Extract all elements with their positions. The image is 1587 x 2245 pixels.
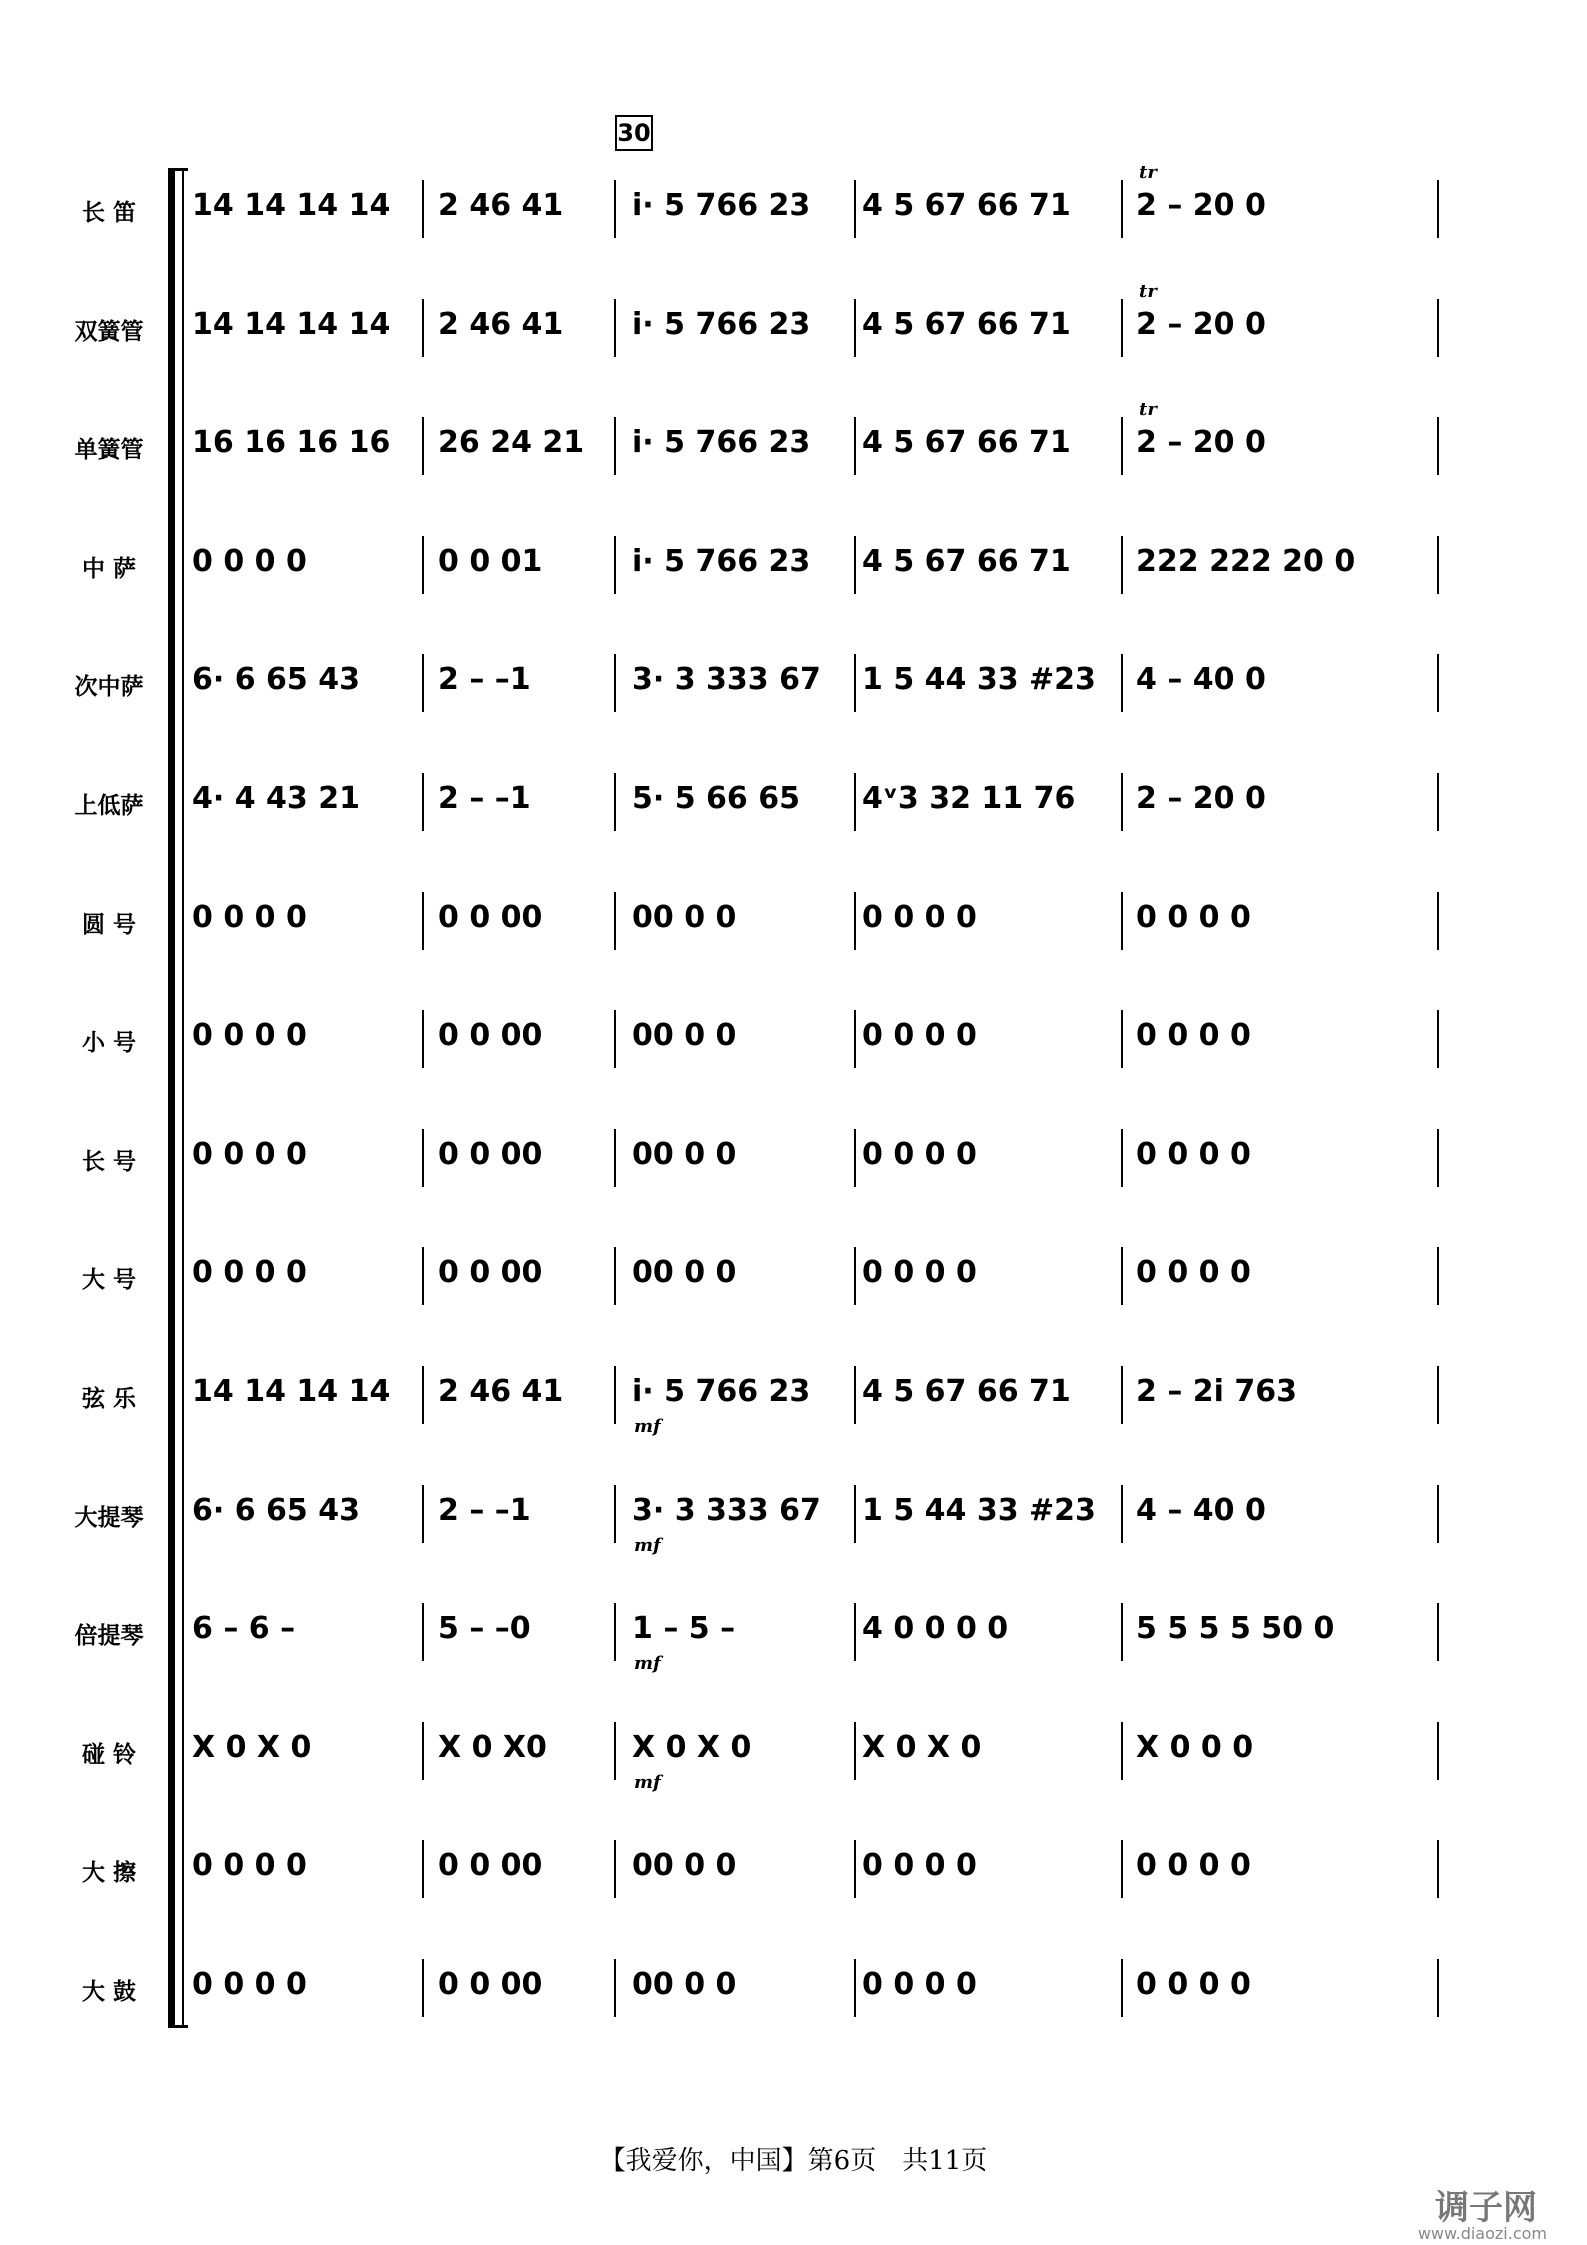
measure-notes: 0 0 0 0 — [862, 1967, 977, 2002]
measure-notes: 2 – –1 — [438, 1493, 531, 1528]
bar-line — [1437, 1603, 1439, 1661]
measure-notes: 2 – 20 0 — [1136, 425, 1266, 460]
measure-notes: 0 0 00 — [438, 900, 543, 935]
measure-notes: 0 0 0 0 — [862, 1018, 977, 1053]
bar-line — [614, 180, 616, 238]
dynamic-mark: mf — [634, 1416, 661, 1437]
bar-line — [1437, 180, 1439, 238]
bar-line — [1437, 536, 1439, 594]
bar-line — [1121, 299, 1123, 357]
bar-line — [854, 180, 856, 238]
bar-line — [1437, 1722, 1439, 1780]
measure-notes: 16 16 16 16 — [192, 425, 391, 460]
bar-line — [614, 1247, 616, 1305]
measure-notes: X 0 X0 — [438, 1730, 547, 1765]
watermark-url: www.diaozi.com — [1417, 2224, 1547, 2243]
measure-notes: 0 0 0 0 — [1136, 1018, 1251, 1053]
bar-line — [422, 1840, 424, 1898]
bar-line — [854, 1247, 856, 1305]
bar-line — [422, 654, 424, 712]
measure-notes: 4 0 0 0 0 — [862, 1611, 1009, 1646]
measure-notes: 0 0 0 0 — [1136, 1255, 1251, 1290]
bar-line — [854, 1722, 856, 1780]
bar-line — [614, 1722, 616, 1780]
measure-notes: 2 46 41 — [438, 1374, 564, 1409]
measure-notes: i· 5 766 23 — [632, 425, 811, 460]
bar-line — [422, 773, 424, 831]
trill-mark: tr — [1139, 399, 1157, 420]
bar-line — [614, 1366, 616, 1424]
measure-notes: 0 0 00 — [438, 1137, 543, 1172]
bar-line — [1437, 417, 1439, 475]
dynamic-mark: mf — [634, 1772, 661, 1793]
bar-line — [614, 299, 616, 357]
instrument-label: 碰 铃 — [81, 1741, 136, 1768]
bar-line — [1121, 1959, 1123, 2017]
bar-line — [1121, 1840, 1123, 1898]
measure-notes: 00 0 0 — [632, 1255, 737, 1290]
bar-line — [422, 180, 424, 238]
bar-line — [1437, 299, 1439, 357]
measure-notes: 0 0 0 0 — [192, 900, 307, 935]
bar-line — [422, 417, 424, 475]
bar-line — [1437, 892, 1439, 950]
bar-line — [1121, 1366, 1123, 1424]
dynamic-mark: mf — [634, 1535, 661, 1556]
measure-notes: 3· 3 333 67 — [632, 1493, 821, 1528]
bar-line — [614, 654, 616, 712]
bar-line — [422, 1959, 424, 2017]
measure-notes: 0 0 0 0 — [192, 544, 307, 579]
bar-line — [422, 1603, 424, 1661]
bar-line — [1121, 1010, 1123, 1068]
measure-notes: 1 – 5 – — [632, 1611, 736, 1646]
measure-notes: 2 – 2i 763 — [1136, 1374, 1297, 1409]
bar-line — [614, 773, 616, 831]
measure-notes: 14 14 14 14 — [192, 307, 391, 342]
bar-line — [1437, 1366, 1439, 1424]
measure-notes: i· 5 766 23 — [632, 1374, 811, 1409]
bar-line — [422, 536, 424, 594]
measure-notes: X 0 0 0 — [1136, 1730, 1254, 1765]
measure-notes: 00 0 0 — [632, 900, 737, 935]
measure-notes: 4 5 67 66 71 — [862, 425, 1071, 460]
measure-notes: i· 5 766 23 — [632, 544, 811, 579]
bar-line — [1121, 1722, 1123, 1780]
measure-notes: 2 46 41 — [438, 307, 564, 342]
measure-notes: 1 5 44 33 #23 — [862, 662, 1096, 697]
bar-line — [1437, 1840, 1439, 1898]
measure-notes: 0 0 0 0 — [1136, 900, 1251, 935]
measure-notes: 6· 6 65 43 — [192, 662, 360, 697]
measure-notes: 0 0 0 0 — [192, 1848, 307, 1883]
measure-notes: X 0 X 0 — [632, 1730, 752, 1765]
bar-line — [854, 1603, 856, 1661]
measure-notes: 14 14 14 14 — [192, 188, 391, 223]
bar-line — [422, 1722, 424, 1780]
measure-notes: 00 0 0 — [632, 1967, 737, 2002]
bar-line — [854, 1366, 856, 1424]
bar-line — [1437, 1129, 1439, 1187]
bar-line — [422, 299, 424, 357]
measure-notes: 2 – 20 0 — [1136, 781, 1266, 816]
measure-notes: X 0 X 0 — [192, 1730, 312, 1765]
instrument-label: 圆 号 — [81, 911, 136, 938]
instrument-label: 小 号 — [81, 1029, 136, 1056]
measure-notes: 6 – 6 – — [192, 1611, 296, 1646]
bar-line — [614, 1129, 616, 1187]
instrument-label: 长 笛 — [81, 199, 136, 226]
bar-line — [1437, 773, 1439, 831]
measure-notes: 0 0 0 0 — [192, 1137, 307, 1172]
bar-line — [854, 1485, 856, 1543]
bar-line — [854, 299, 856, 357]
instrument-label: 长 号 — [81, 1148, 136, 1175]
bar-line — [614, 417, 616, 475]
bar-line — [854, 773, 856, 831]
bar-line — [1121, 654, 1123, 712]
bar-line — [422, 1010, 424, 1068]
bar-line — [1121, 180, 1123, 238]
bar-line — [854, 536, 856, 594]
measure-notes: 0 0 0 0 — [1136, 1137, 1251, 1172]
measure-notes: 4 5 67 66 71 — [862, 188, 1071, 223]
bar-line — [1121, 892, 1123, 950]
bar-line — [1121, 1129, 1123, 1187]
bar-line — [614, 892, 616, 950]
instrument-label: 上低萨 — [74, 792, 144, 819]
bar-line — [422, 1247, 424, 1305]
measure-notes: 0 0 0 0 — [192, 1018, 307, 1053]
measure-notes: 0 0 0 0 — [862, 1848, 977, 1883]
measure-notes: X 0 X 0 — [862, 1730, 982, 1765]
bracket-top-hook — [168, 168, 188, 171]
bar-line — [1437, 1485, 1439, 1543]
system-bracket-thick — [168, 168, 175, 2028]
measure-notes: 4 – 40 0 — [1136, 662, 1266, 697]
bar-line — [1437, 1247, 1439, 1305]
bar-line — [422, 1485, 424, 1543]
rehearsal-mark: 30 — [615, 115, 653, 151]
dynamic-mark: mf — [634, 1653, 661, 1674]
measure-notes: 0 0 0 0 — [862, 1137, 977, 1172]
instrument-label: 双簧管 — [74, 318, 144, 345]
system-bracket-thin — [182, 168, 184, 2028]
instrument-label: 大 擦 — [81, 1859, 136, 1886]
measure-notes: 2 – 20 0 — [1136, 307, 1266, 342]
instrument-label: 中 萨 — [81, 555, 136, 582]
measure-notes: 4 5 67 66 71 — [862, 544, 1071, 579]
instrument-label: 次中萨 — [74, 673, 144, 700]
measure-notes: 2 – –1 — [438, 662, 531, 697]
instrument-label: 倍提琴 — [74, 1622, 144, 1649]
measure-notes: 5· 5 66 65 — [632, 781, 800, 816]
bar-line — [854, 1010, 856, 1068]
bar-line — [1121, 417, 1123, 475]
bar-line — [614, 1485, 616, 1543]
instrument-label: 大 鼓 — [81, 1978, 136, 2005]
measure-notes: 4 – 40 0 — [1136, 1493, 1266, 1528]
measure-notes: 0 0 0 0 — [862, 900, 977, 935]
measure-notes: 0 0 01 — [438, 544, 543, 579]
measure-notes: 00 0 0 — [632, 1137, 737, 1172]
watermark-logo: 调子网 — [1435, 2188, 1537, 2228]
measure-notes: 4 5 67 66 71 — [862, 1374, 1071, 1409]
bar-line — [1121, 1603, 1123, 1661]
bar-line — [614, 536, 616, 594]
measure-notes: 0 0 00 — [438, 1255, 543, 1290]
measure-notes: 5 – –0 — [438, 1611, 531, 1646]
measure-notes: 0 0 0 0 — [192, 1255, 307, 1290]
bar-line — [1437, 1010, 1439, 1068]
measure-notes: 222 222 20 0 — [1136, 544, 1356, 579]
measure-notes: 0 0 00 — [438, 1967, 543, 2002]
bar-line — [854, 1840, 856, 1898]
page-footer: 【我爱你，中国】第6页 共11页 — [599, 2146, 988, 2176]
trill-mark: tr — [1139, 162, 1157, 183]
bar-line — [422, 1129, 424, 1187]
bar-line — [854, 892, 856, 950]
bar-line — [854, 417, 856, 475]
bracket-bottom-hook — [168, 2025, 188, 2028]
measure-notes: 00 0 0 — [632, 1018, 737, 1053]
bar-line — [854, 1129, 856, 1187]
bar-line — [614, 1010, 616, 1068]
measure-notes: 3· 3 333 67 — [632, 662, 821, 697]
measure-notes: 1 5 44 33 #23 — [862, 1493, 1096, 1528]
measure-notes: i· 5 766 23 — [632, 307, 811, 342]
measure-notes: 0 0 0 0 — [192, 1967, 307, 2002]
measure-notes: i· 5 766 23 — [632, 188, 811, 223]
measure-notes: 4· 4 43 21 — [192, 781, 360, 816]
measure-notes: 0 0 00 — [438, 1018, 543, 1053]
bar-line — [854, 654, 856, 712]
instrument-label: 大 号 — [81, 1266, 136, 1293]
bar-line — [1121, 773, 1123, 831]
measure-notes: 4 5 67 66 71 — [862, 307, 1071, 342]
measure-notes: 5 5 5 5 50 0 — [1136, 1611, 1335, 1646]
measure-notes: 0 0 0 0 — [1136, 1967, 1251, 2002]
measure-notes: 14 14 14 14 — [192, 1374, 391, 1409]
instrument-label: 弦 乐 — [81, 1385, 136, 1412]
measure-notes: 00 0 0 — [632, 1848, 737, 1883]
bar-line — [1437, 654, 1439, 712]
instrument-label: 大提琴 — [74, 1504, 144, 1531]
bar-line — [614, 1840, 616, 1898]
measure-notes: 6· 6 65 43 — [192, 1493, 360, 1528]
measure-notes: 0 0 0 0 — [1136, 1848, 1251, 1883]
bar-line — [614, 1959, 616, 2017]
measure-notes: 0 0 0 0 — [862, 1255, 977, 1290]
bar-line — [422, 892, 424, 950]
bar-line — [1121, 1485, 1123, 1543]
bar-line — [1437, 1959, 1439, 2017]
bar-line — [854, 1959, 856, 2017]
measure-notes: 4ᵛ3 32 11 76 — [862, 781, 1076, 816]
trill-mark: tr — [1139, 281, 1157, 302]
bar-line — [614, 1603, 616, 1661]
bar-line — [1121, 1247, 1123, 1305]
measure-notes: 26 24 21 — [438, 425, 585, 460]
measure-notes: 2 – –1 — [438, 781, 531, 816]
bar-line — [422, 1366, 424, 1424]
instrument-label: 单簧管 — [74, 436, 144, 463]
measure-notes: 0 0 00 — [438, 1848, 543, 1883]
bar-line — [1121, 536, 1123, 594]
measure-notes: 2 46 41 — [438, 188, 564, 223]
measure-notes: 2 – 20 0 — [1136, 188, 1266, 223]
